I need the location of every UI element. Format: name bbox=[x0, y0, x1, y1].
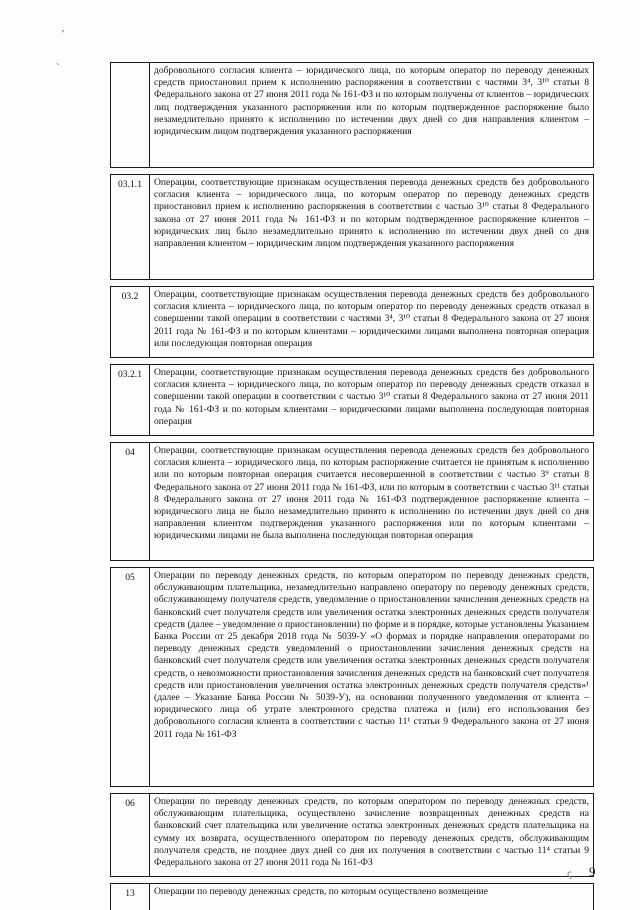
row-gap bbox=[111, 358, 594, 365]
seal-mark: ꞔ bbox=[567, 866, 572, 880]
row-code: 03.2 bbox=[111, 287, 150, 358]
row-code: 06 bbox=[111, 794, 150, 877]
row-gap bbox=[111, 168, 594, 175]
row-code bbox=[111, 63, 150, 168]
table-row bbox=[111, 794, 594, 877]
table-row bbox=[111, 287, 594, 358]
table-row bbox=[111, 884, 594, 910]
row-gap bbox=[111, 280, 594, 287]
row-description: Операции по переводу денежных средств, по которым оператором по переводу денежных средств, обслуживающим плательщика, незамедлительно направлено оператору по переводу денежных средств, обслуживающему получателя средств, уведомление о приостановлении зачисления денежных средств на банковский счет получателя средств или увеличения остатка электронных денежных средств получателя средств (далее – уведомление о приостановлении) по форме и в порядке, которые установлены Указанием Банка России от 25 декабря 2018 года № 5039-У «О формах и порядке направления операторами по переводу денежных средств уведомлений о приостановлении зачисления денежных средств на банковский счет получателя средств или увеличения остатка электронных денежных средств получателя средств, о невозможности приостановления зачисления денежных средств на банковский счет получателя средств или приостановления увеличения остатка электронных денежных средств получателя средств»¹ (далее – Указание Банка России № 5039-У), на основании полученного уведомления от клиента – юридического лица об утрате электронного средства платежа и (или) его использования без добровольного согласия клиента в соответствии с частью 11¹ статьи 9 Федерального закона от 27 июня 2011 года № 161-ФЗ bbox=[150, 568, 594, 787]
scan-mark: ` bbox=[56, 62, 60, 74]
table-row bbox=[111, 175, 594, 280]
scan-mark: ' bbox=[62, 28, 64, 40]
row-gap bbox=[111, 787, 594, 794]
row-description: Операции, соответствующие признакам осуществления перевода денежных средств без добровольного согласия клиента – юридического лица, по которым оператор по переводу денежных средств отказал в совершении такой операции в соответствии с частями 3⁴, 3¹⁰ статьи 8 Федерального закона от 27 июня 2011 года № 161-ФЗ и по которым клиентами – юридическими лицами выполнена повторная операция или последующая повторная операция bbox=[150, 287, 594, 358]
row-code: 04 bbox=[111, 443, 150, 561]
table-row bbox=[111, 443, 594, 561]
row-code: 05 bbox=[111, 568, 150, 787]
page-number: 9 bbox=[589, 864, 596, 880]
row-description: Операции, соответствующие признакам осуществления перевода денежных средств без добровольного согласия клиента – юридического лица, по которым распоряжение считается не принятым к исполнению или по которым повторная операция считается несовершенной в соответствии с частью 3⁹ статьи 8 Федерального закона от 27 июня 2011 года № 161-ФЗ, или по которым в соответствии с частью 3¹¹ статьи 8 Федерального закона от 27 июня 2011 года № 161-ФЗ подтвержденное распоряжение клиента – юридического лица не было незамедлительно принято к исполнению по истечении двух дней со дня направления клиентом подтверждения указанного распоряжения или по которым клиентами – юридическими лицами не была выполнена последующая повторная операция bbox=[150, 443, 594, 561]
row-description: Операции по переводу денежных средств, по которым осуществлено возмещение bbox=[150, 884, 594, 910]
row-code: 13 bbox=[111, 884, 150, 910]
row-code: 03.2.1 bbox=[111, 365, 150, 436]
row-gap bbox=[111, 436, 594, 443]
table-row bbox=[111, 568, 594, 787]
row-description: добровольного согласия клиента – юридического лица, по которым оператор по переводу денежных средств приостановил прием к исполнению распоряжения в соответствии с частями 3⁴, 3¹⁰ статьи 8 Федерального закона от 27 июня 2011 года № 161-ФЗ и по которым получены от клиентов – юридических лиц подтверждения указанного распоряжения или по которым подтвержденное распоряжение было незамедлительно принято к исполнению по истечении двух дней со дня направления клиентом – юридическим лицом подтверждения указанного распоряжения bbox=[150, 63, 594, 168]
row-description: Операции, соответствующие признакам осуществления перевода денежных средств без добровольного согласия клиента – юридического лица, по которым оператор по переводу денежных средств отказал в совершении такой операции в соответствии с частью 3¹⁰ статьи 8 Федерального закона от 27 июня 2011 года № 161-ФЗ и по которым клиентами – юридическими лицами выполнена последующая повторная операция bbox=[150, 365, 594, 436]
row-code: 03.1.1 bbox=[111, 175, 150, 280]
table-row bbox=[111, 63, 594, 168]
table-row bbox=[111, 365, 594, 436]
row-gap bbox=[111, 877, 594, 884]
operations-table bbox=[110, 62, 594, 910]
row-description: Операции по переводу денежных средств, по которым оператором по переводу денежных средств, обслуживающим плательщика, осуществлено зачисление возвращенных денежных средств на банковский счет плательщика или увеличение остатка электронных денежных средств плательщика на сумму их возврата, осуществленного оператором по переводу денежных средств, обслуживающим получателя средств, не позднее двух дней со дня их получения в соответствии с частью 11⁴ статьи 9 Федерального закона от 27 июня 2011 года № 161-ФЗ bbox=[150, 794, 594, 877]
row-description: Операции, соответствующие признакам осуществления перевода денежных средств без добровольного согласия клиента – юридического лица, по которым оператор по переводу денежных средств приостановил прием к исполнению распоряжения в соответствии с частью 3¹⁰ статьи 8 Федерального закона от 27 июня 2011 года № 161-ФЗ и по которым подтвержденное распоряжение клиентов – юридических лиц было незамедлительно принято к исполнению по истечении двух дней со дня направления клиентом – юридическим лицом подтверждения указанного распоряжения bbox=[150, 175, 594, 280]
row-gap bbox=[111, 561, 594, 568]
